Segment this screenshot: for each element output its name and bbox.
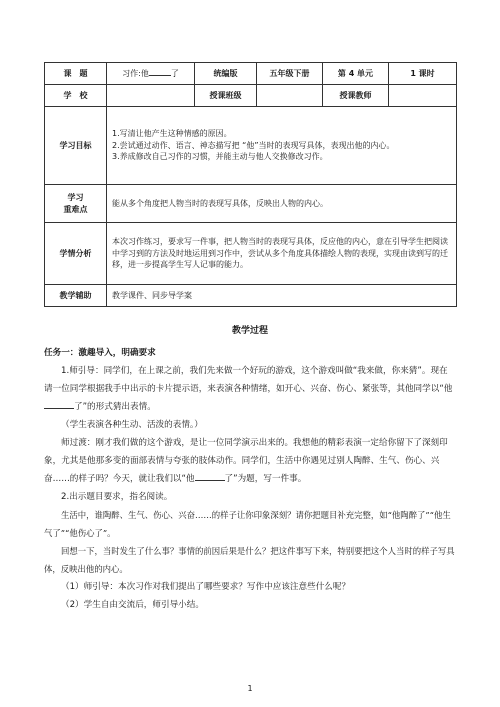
teacher-value — [389, 85, 457, 107]
course-label: 课 题 — [45, 63, 107, 85]
analysis-content: 本次习作练习，要求写一件事，把人物当时的表现写具体，反应他的内心，意在引导学生把阅读中学习到的方法及时地运用到习作中，尝试从多个角度具体描绘人物的表现，实现由读到写的迁移，进一步提高学生写人记事的能力。 — [107, 223, 457, 285]
teacher-label: 授课教师 — [323, 85, 389, 107]
prompt-quote-2: 回想一下，当时发生了什么事？事情的前因后果是什么？把这件事写下来，特别要把这个人当时的样子写具体，反映出他的内心。 — [44, 546, 455, 574]
aid-content: 教学课件、同步导学案 — [107, 285, 457, 307]
fill-blank — [44, 399, 74, 409]
hours-cell: 1 课时 — [389, 63, 457, 85]
grade-cell: 五年级下册 — [257, 63, 323, 85]
goals-label: 学习目标 — [45, 107, 107, 185]
course-value-suffix: 了 — [170, 69, 179, 79]
table-row-key — [45, 185, 457, 223]
course-blank — [149, 67, 171, 76]
table-row-goals — [45, 107, 457, 185]
analysis-label: 学情分析 — [45, 223, 107, 285]
school-value — [107, 85, 195, 107]
page-number: 1 — [247, 684, 253, 693]
fill-blank — [195, 471, 225, 481]
process-body — [44, 344, 456, 614]
class-label: 授课班级 — [195, 85, 257, 107]
task-heading: 任务一：激趣导入，明确要求 — [44, 348, 156, 358]
paragraph-2: （学生表演各种生动、活泼的表情。） — [61, 420, 203, 430]
paragraph-1-end: 了”的形式猜出表情。 — [74, 402, 156, 412]
course-value — [107, 63, 195, 85]
goals-content — [107, 107, 457, 185]
key-label-line1: 学习 — [67, 192, 84, 202]
class-value — [257, 85, 323, 107]
paragraph-4: 2.出示题目要求，指名阅读。 — [61, 492, 173, 502]
key-content: 能从多个角度把人物当时的表现写具体，反映出人物的内心。 — [107, 185, 457, 223]
goal-item: 2.尝试通过动作、语言、神态描写把 “他”当时的表现写具体，表现出他的内心。 — [112, 140, 395, 150]
course-value-prefix: 习作:他 — [122, 69, 149, 79]
table-row-school — [45, 85, 457, 107]
key-label — [45, 185, 107, 223]
paragraph-3-text: 师过渡：刚才我们做的这个游戏，是让一位同学演示出来的。我想他的精彩表演一定给你留下了深刻印象，尤其是他那多变的面部表情与夸张的肢体动作。同学们，生活中你遇见过别人陶醉、生气、伤心、兴奋……的样子吗？今天，就让我们以“他 — [44, 438, 448, 484]
aid-label: 教学辅助 — [45, 285, 107, 307]
prompt-quote-1: 生活中，谁陶醉、生气、伤心、兴奋……的样子让你印象深刻？请你把题目补充完整，如“他陶醉了”“他生气了”“他伤心了”。 — [44, 510, 451, 538]
lesson-info-table — [44, 62, 457, 307]
table-row-course — [45, 63, 457, 85]
table-row-analysis — [45, 223, 457, 285]
school-label: 学 校 — [45, 85, 107, 107]
paragraph-6: （2）学生自由交流后，师引导小结。 — [61, 600, 204, 610]
paragraph-1-text: 1.师引导：同学们，在上课之前，我们先来做一个好玩的游戏，这个游戏叫做“我来做，你来猜”。现在请一位同学根据我手中出示的卡片提示语，来表演各种情绪，如开心、兴奋、伤心、紧张等，其他同学以“他 — [44, 366, 453, 394]
key-label-line2: 重难点 — [63, 204, 88, 214]
goal-item: 1.写清让他产生这种情感的原因。 — [112, 129, 232, 139]
table-row-aid — [45, 285, 457, 307]
paragraph-1 — [44, 362, 456, 416]
paragraph-3-end: 了”为题，写一件事。 — [224, 474, 307, 484]
paragraph-3 — [44, 434, 456, 488]
unit-cell: 第 4 单元 — [323, 63, 389, 85]
edition-cell: 统编版 — [195, 63, 257, 85]
goal-item: 3.养成修改自己习作的习惯，并能主动与他人交换修改习作。 — [112, 152, 328, 162]
paragraph-5: （1）师引导：本次习作对我们提出了哪些要求？写作中应该注意些什么呢？ — [61, 582, 351, 592]
process-title: 教学过程 — [231, 326, 268, 336]
